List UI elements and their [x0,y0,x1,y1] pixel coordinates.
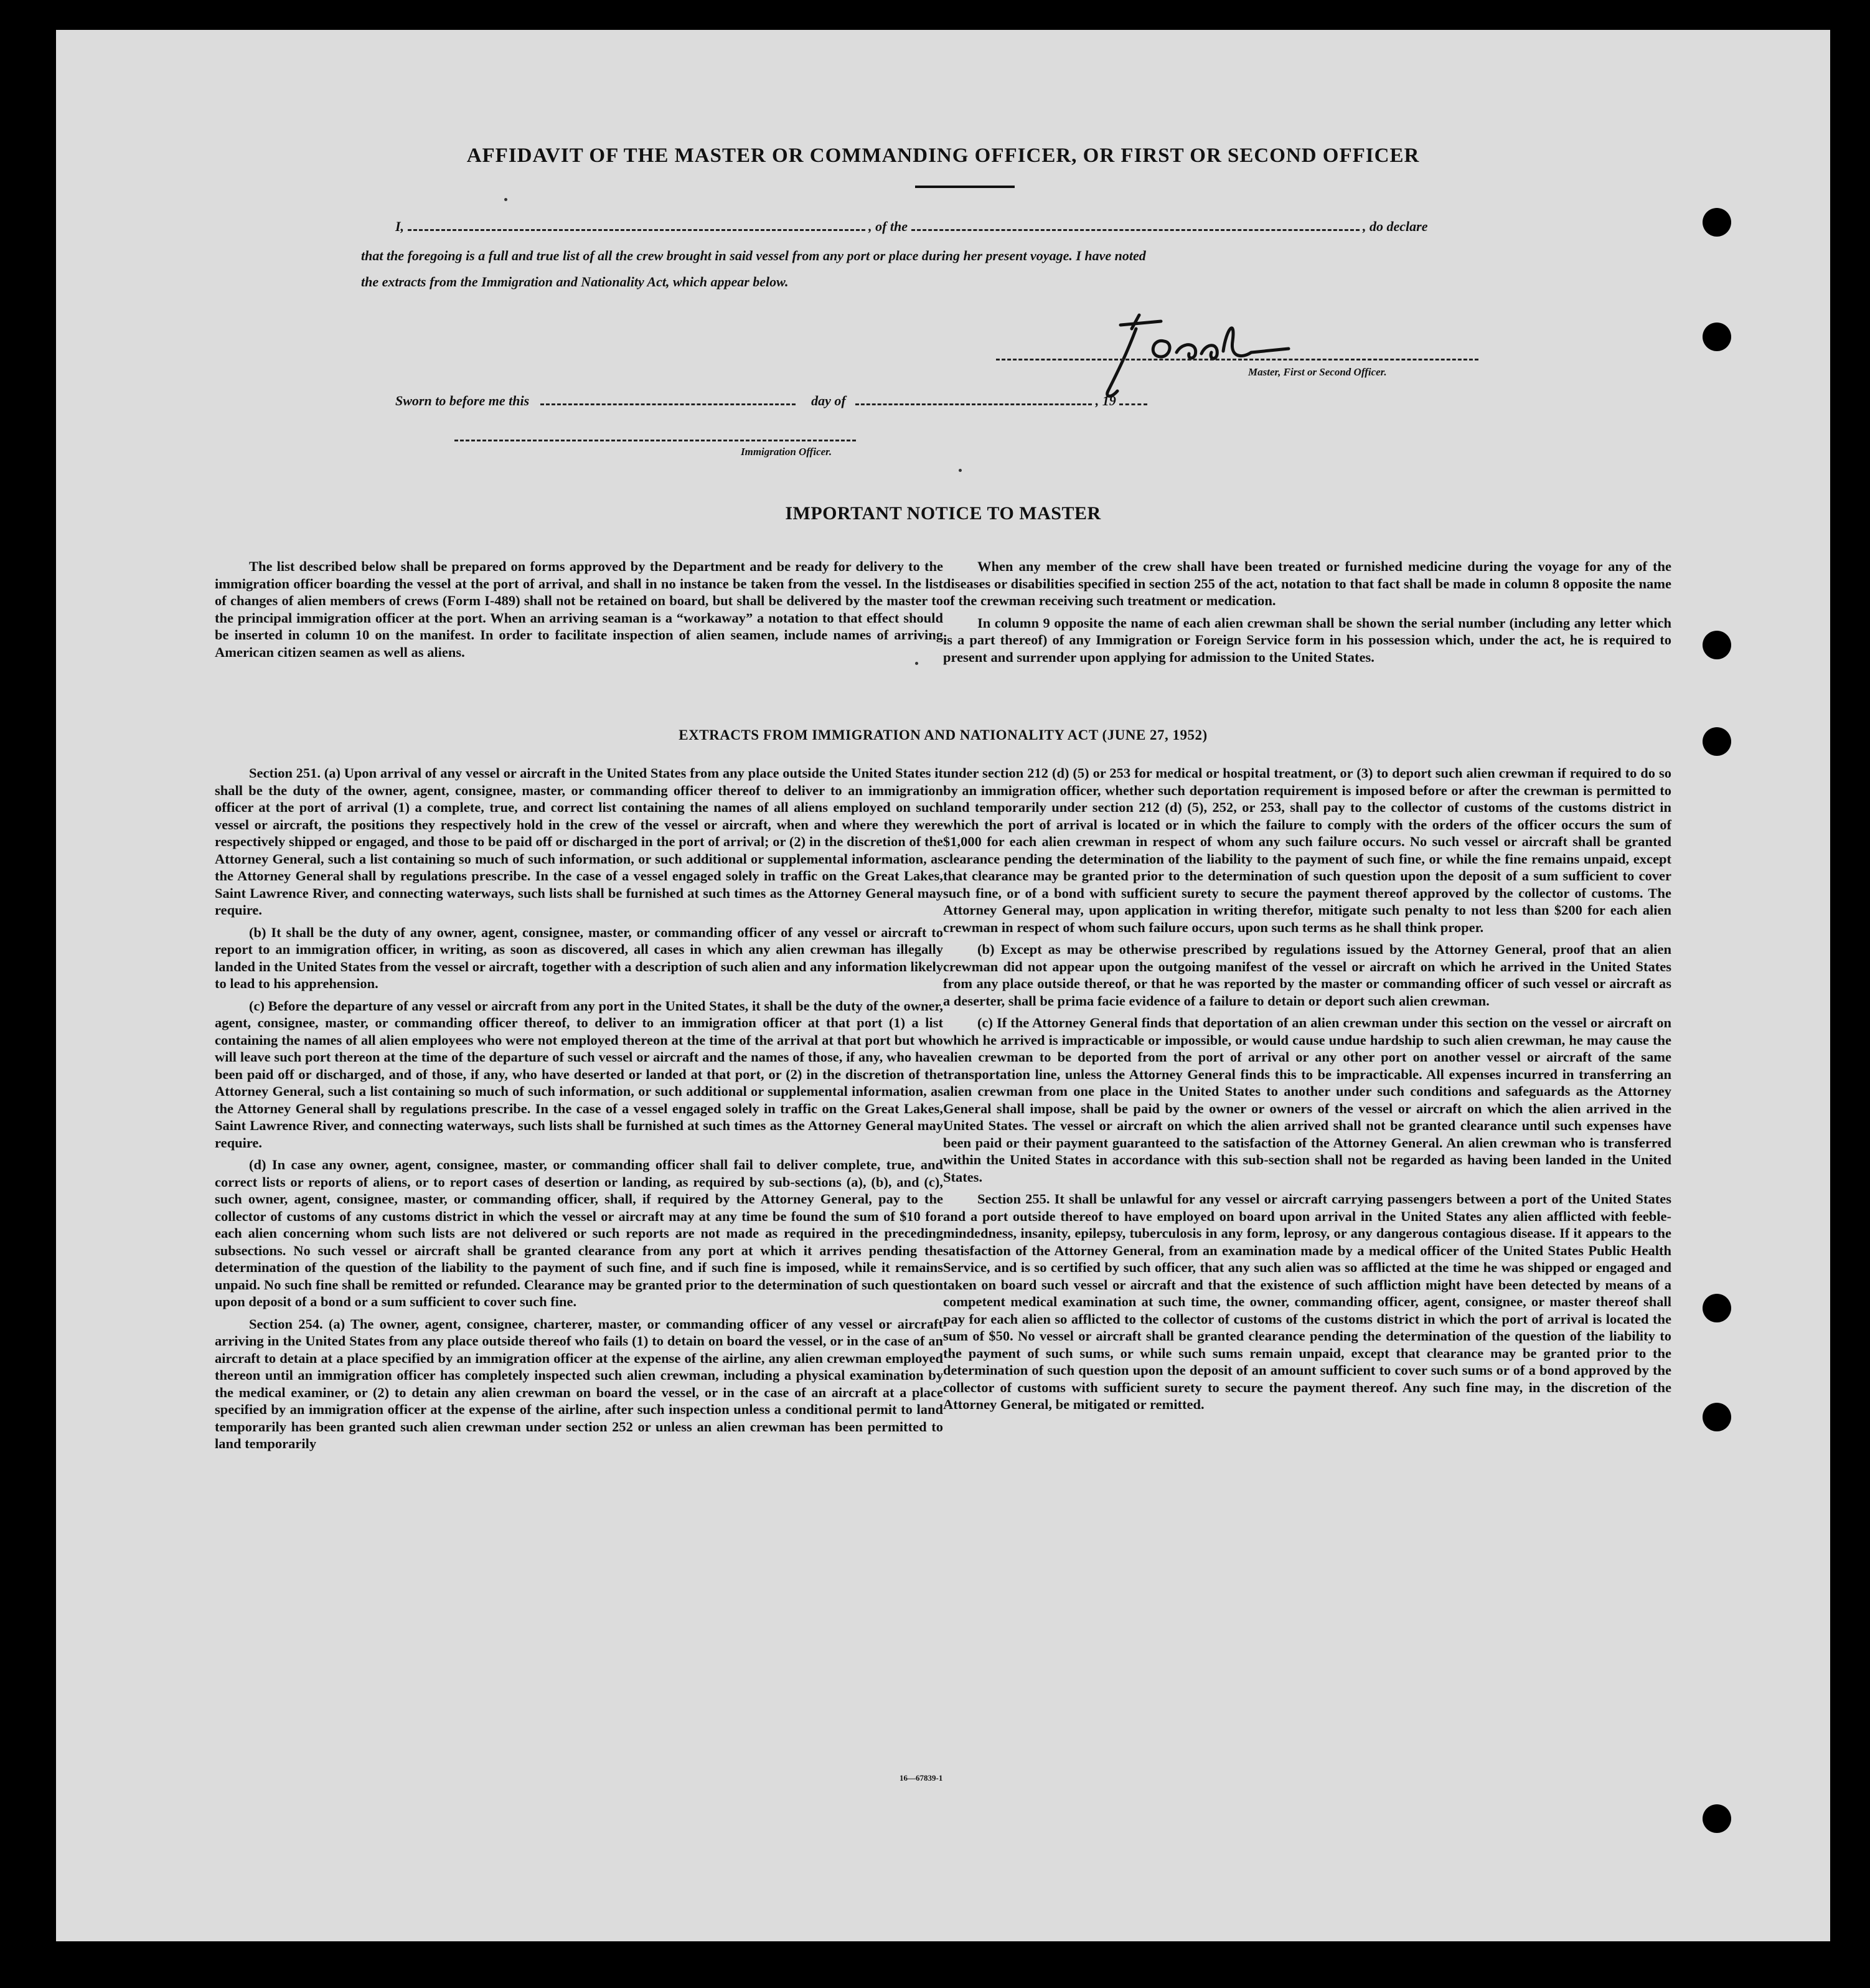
punch-hole [1703,1403,1731,1431]
notice-right-column [943,558,1671,671]
do-declare-label: , do declare [1363,219,1428,234]
notice-left-column [215,558,943,666]
form-number: 16—67839-1 [900,1773,943,1783]
signature-field[interactable] [996,347,1478,360]
extract-paragraph: (d) In case any owner, agent, consignee, master, or commanding officer shall fail to deliver complete, true, and correct lists or reports of aliens, or to report cases of desertion or landing, as required by sub-sections (a), (b), and (c), such owner, agent, consignee, master, or commanding officer, shall, if required by the Attorney General, pay to the collector of customs of any customs district in which the vessel or aircraft may at any time be found the sum of $10 for each alien concerning whom such lists are not delivered or such reports are not made as required in the preceding subsections. No such vessel or aircraft shall be granted clearance from any port at which it arrives pending the determination of the question of the liability to the payment of such fine, and if such fine is imposed, while it remains unpaid. No such fine shall be remitted or refunded. Clearance may be granted prior to the determination of such question upon deposit of a bond or a sum sufficient to cover such fine. [215,1157,943,1309]
extract-paragraph: Section 251. (a) Upon arrival of any vessel or aircraft in the United States from any place outside the United States it shall be the duty of the owner, agent, consignee, master, or commanding officer thereof to deliver to an immigration officer at the port of arrival (1) a complete, true, and correct list containing the names of all aliens employed on such vessel or aircraft, the positions they respectively hold in the crew of the vessel or aircraft, when and where they were respectively shipped or engaged, and those to be paid off or discharged in the port of arrival; or (2) in the discretion of the Attorney General, such a list containing so much of such information, or such additional or supplemental information, as the Attorney General shall by regulations prescribe. In the case of a vessel engaged solely in traffic on the Great Lakes, Saint Lawrence River, and connecting waterways, such lists shall be furnished at such times as the Attorney General may require. [215,765,943,918]
extract-paragraph: (b) Except as may be otherwise prescribed by regulations issued by the Attorney General, proof that an alien crewman did not appear upon the outgoing manifest of the vessel or aircraft on which he arrived in the United States from any place outside thereof, or that he was reported by the master or commanding officer of such vessel or aircraft as a deserter, shall be prima facie evidence of a failure to detain or deport such alien crewman. [943,941,1671,1009]
scan-speck [959,469,962,472]
officer-line [454,428,856,445]
extract-paragraph: (b) It shall be the duty of any owner, agent, consignee, master, or commanding officer of any vessel or aircraft to report to an immigration officer, in writing, as soon as discovered, all cases in which any alien crewman has illegally landed in the United States from the vessel or aircraft, together with a description of such alien and any information likely to lead to his apprehension. [215,924,943,991]
notice-paragraph: When any member of the crew shall have been treated or furnished medicine during the voyage for any of the diseases or disabilities specified in section 255 of the act, notation to that fact shall be made in column 8 opposite the name of the crewman receiving such treatment or medication. [943,558,1671,608]
sworn-date-field[interactable] [540,392,796,405]
punch-hole [1703,1294,1731,1322]
extract-paragraph: Section 254. (a) The owner, agent, consignee, charterer, master, or commanding officer of any vessel or aircraft arriving in the United States from any place outside thereof who fails (1) to detain on board the vessel, or in the case of an aircraft to detain at a place specified by an immigration officer at the expense of the airline, any alien crewman employed thereon until an immigration officer has completely inspected such alien crewman, including a physical examination by the medical examiner, or (2) to detain any alien crewman on board the vessel, or in the case of an aircraft at a place specified by an immigration officer at the expense of the airline, after such inspection unless a conditional permit to land temporarily has been granted such alien crewman under section 252 or unless an alien crewman has been permitted to land temporarily [215,1316,943,1451]
extract-paragraph: (c) Before the departure of any vessel or aircraft from any port in the United States, it shall be the duty of the owner, agent, consignee, master, or commanding officer thereof, to deliver to an immigration officer at that port (1) a list containing the names of all alien employees who were not employed thereon at the time of the arrival at that port but who will leave such port thereon at the time of the departure of such vessel or aircraft and the names of those, if any, who have been paid off or discharged, and of those, if any, who have deserted or landed at that port, or (2) in the discretion of the Attorney General, such a list containing so much of such information, or such additional or supplemental information, as the Attorney General shall by regulations prescribe. In the case of a vessel engaged solely in traffic on the Great Lakes, Saint Lawrence River, and connecting waterways, such lists shall be furnished at such times as the Attorney General may require. [215,997,943,1151]
notice-title: IMPORTANT NOTICE TO MASTER [785,503,1101,524]
scan-speck [915,662,918,665]
officer-label: Immigration Officer. [741,446,832,458]
signature-label: Master, First or Second Officer. [1248,366,1387,378]
of-the-label: , of the [868,219,908,234]
year-field[interactable] [1119,392,1147,405]
month-field[interactable] [855,392,1092,405]
document-page [56,30,1830,1941]
sworn-line [395,392,1147,409]
day-of-label: day of [811,393,846,408]
name-field[interactable] [408,218,865,231]
extracts-right-column [943,765,1671,1418]
punch-hole [1703,323,1731,351]
title-underline [915,186,1015,188]
statement-line-2: the extracts from the Immigration and Nationality Act, which appear below. [361,274,789,290]
scan-speck [504,198,507,201]
declaration-line [395,218,1427,235]
extract-paragraph: under section 212 (d) (5) or 253 for medical or hospital treatment, or (3) to deport such alien crewman if required to do so by an immigration officer, whether such deportation requirement is imposed before or after the crewman is permitted to land temporarily under section 212 (d) (5), 252, or 253, shall pay to the collector of customs of the customs district in which the port of arrival is located or in which the failure to comply with the orders of the officer occurs the sum of $1,000 for each alien crewman in respect of whom any such failure occurs. No such vessel or aircraft shall be granted clearance pending the determination of the liability to the payment of such fine, or while the fine remains unpaid, except that clearance may be granted prior to the determination of such question upon the deposit of a sum sufficient to cover such fine, or of a bond with sufficient surety to secure the payment thereof approved by the collector of customs. The Attorney General may, upon application in writing therefor, mitigate such penalty to not less than $200 for each alien crewman in respect of whom such failure occurs, upon such terms as he shall think proper. [943,765,1671,935]
notice-paragraph: The list described below shall be prepared on forms approved by the Department and be ready for delivery to the immigration officer boarding the vessel at the port of arrival, and shall in no instance be taken from the vessel. In the list of changes of alien members of crews (Form I-489) shall not be retained on board, but shall be delivered by the master to the principal immigration officer at the port. When an arriving seaman is a “workaway” a notation to that effect should be inserted in column 10 on the manifest. In order to facilitate inspection of alien seamen, include names of arriving American citizen seamen as well as aliens. [215,558,943,660]
affidavit-title: AFFIDAVIT OF THE MASTER OR COMMANDING OFFICER, OR FIRST OR SECOND OFFICER [466,144,1420,167]
officer-signature-field[interactable] [454,428,856,441]
statement-line-1: that the foregoing is a full and true list of all the crew brought in said vessel from any port or place during her present voyage. I have noted [361,248,1146,263]
extract-paragraph: (c) If the Attorney General finds that deportation of an alien crewman under this section on the vessel or aircraft on which he arrived is impracticable or impossible, or would cause undue hardship to such alien crewman, he may cause the alien crewman to be deported from the port of arrival or any other port on another vessel or aircraft of the same transportation line, unless the Attorney General finds this to be impracticable. All expenses incurred in transferring an alien crewman from one place in the United States to another under such conditions and safeguards as the Attorney General shall impose, shall be paid by the owner or owners of the vessel or aircraft on which the alien arrived in the United States. The vessel or aircraft on which the alien arrived shall not be granted clearance until such expenses have been paid or their payment guaranteed to the satisfaction of the Attorney General. An alien crewman who is transferred within the United States in accordance with this sub-section shall not be regarded as having been landed in the United States. [943,1015,1671,1185]
signature-line [996,347,1478,364]
sworn-label: Sworn to before me this [395,393,530,408]
extracts-title: EXTRACTS FROM IMMIGRATION AND NATIONALITY ACT (JUNE 27, 1952) [679,727,1208,743]
punch-hole [1703,1804,1731,1833]
i-label: I, [395,219,405,234]
vessel-field[interactable] [911,218,1360,231]
punch-hole [1703,208,1731,237]
notice-paragraph: In column 9 opposite the name of each alien crewman shall be shown the serial number (including any letter which is a part thereof) of any Immigration or Foreign Service form in his possession which, under the act, he is required to present and surrender upon applying for admission to the United States. [943,615,1671,665]
extract-paragraph: Section 255. It shall be unlawful for any vessel or aircraft carrying passengers between a port of the United States and a port outside thereof to have employed on board upon arrival in the United States any alien afflicted with feeble-mindedness, insanity, epilepsy, tuberculosis in any form, leprosy, or any dangerous contagious disease. If it appears to the satisfaction of the Attorney General, from an examination made by a medical officer of the United States Public Health Service, and is so certified by such officer, that any such alien was so afflicted at the time he was shipped or engaged and taken on board such vessel or aircraft and that the existence of such affliction might have been detected by means of a competent medical examination at such time, the owner, commanding officer, agent, consignee, or master thereof shall pay for each alien so afflicted to the collector of customs of the customs district in which the port of arrival is located the sum of $50. No vessel or aircraft shall be granted clearance pending the determination of the question of the liability to the payment of such sums, or while such sums remain unpaid, except that clearance may be granted prior to the determination of such question upon the deposit of an amount sufficient to cover such sums or of a bond approved by the collector of customs with sufficient surety to secure the payment thereof. Any such fine may, in the discretion of the Attorney General, be mitigated or remitted. [943,1191,1671,1412]
punch-hole [1703,631,1731,659]
extracts-left-column [215,765,943,1458]
year-prefix-label: , 19 [1095,393,1116,408]
